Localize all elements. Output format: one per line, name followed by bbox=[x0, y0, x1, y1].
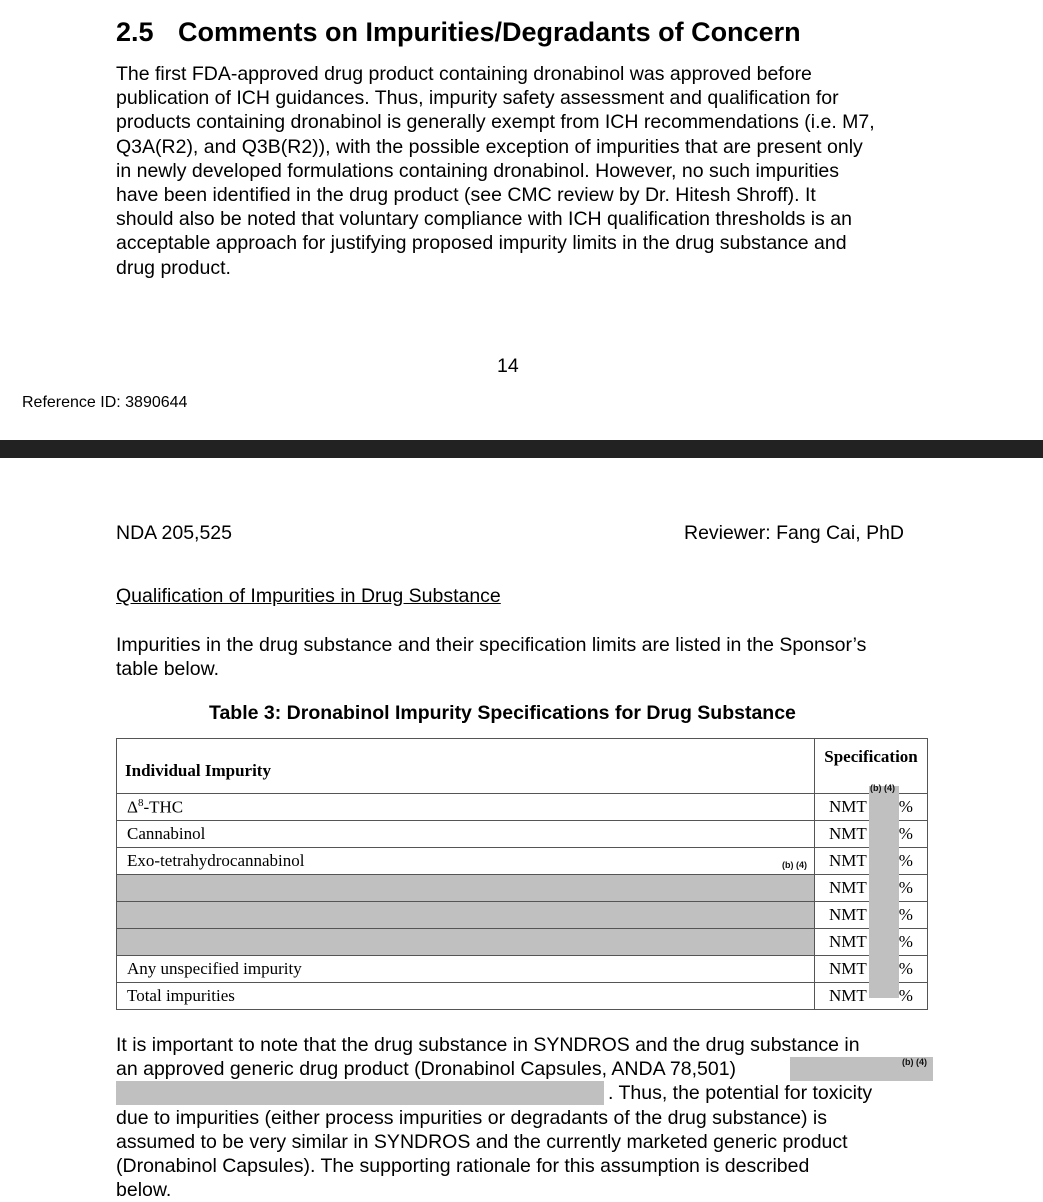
paragraph-line: It is important to note that the drug substance in SYNDROS and the drug substance in bbox=[116, 1034, 860, 1056]
paragraph-line: assumed to be very similar in SYNDROS and the currently marketed generic product bbox=[116, 1130, 848, 1153]
paragraph-line: (Dronabinol Capsules). The supporting rationale for this assumption is described bbox=[116, 1155, 810, 1178]
spec-redaction bbox=[869, 786, 899, 998]
table-row bbox=[117, 875, 928, 902]
paragraph-line: due to impurities (either process impurities or degradants of the drug substance) is bbox=[116, 1106, 828, 1129]
text-redaction bbox=[116, 1081, 604, 1105]
section-number: 2.5 bbox=[116, 17, 154, 47]
impurity-name: Exo-tetrahydrocannabinol bbox=[117, 848, 815, 875]
redacted-name bbox=[117, 902, 815, 929]
reference-id: Reference ID: 3890644 bbox=[22, 394, 188, 411]
impurity-name bbox=[117, 794, 815, 821]
subheading: Qualification of Impurities in Drug Substance bbox=[116, 585, 501, 607]
redaction-code: (b) (4) bbox=[902, 1057, 927, 1067]
impurity-name: Any unspecified impurity bbox=[117, 956, 815, 983]
spec-cell: NMT % bbox=[815, 794, 928, 821]
spec-cell: NMT % bbox=[815, 983, 928, 1010]
intro-paragraph bbox=[116, 633, 946, 681]
paragraph-line: Impurities in the drug substance and their specification limits are listed in the Sponsor’s bbox=[116, 634, 867, 656]
spec-cell: NMT % bbox=[815, 902, 928, 929]
spec-cell: NMT % bbox=[815, 875, 928, 902]
header-specification: Specification bbox=[815, 739, 928, 794]
paragraph-line: have been identified in the drug product (see CMC review by Dr. Hitesh Shroff). It bbox=[116, 184, 816, 207]
paragraph-line: publication of ICH guidances. Thus, impurity safety assessment and qualification for bbox=[116, 87, 839, 110]
paragraph-line: . Thus, the potential for toxicity bbox=[608, 1082, 873, 1105]
spec-cell: NMT % bbox=[815, 821, 928, 848]
delta-symbol: Δ bbox=[127, 797, 138, 817]
impurity-name: Cannabinol bbox=[117, 821, 815, 848]
paragraph-line: an approved generic drug product (Dronabinol Capsules, ANDA 78,501) bbox=[116, 1058, 737, 1081]
nda-number: NDA 205,525 bbox=[116, 522, 233, 544]
page-number: 14 bbox=[497, 355, 519, 377]
top-paragraph bbox=[116, 62, 946, 280]
paragraph-line: table below. bbox=[116, 658, 219, 681]
redacted-name bbox=[117, 875, 815, 902]
paragraph-line: The first FDA-approved drug product containing dronabinol was approved before bbox=[116, 63, 812, 85]
paragraph-line: acceptable approach for justifying proposed impurity limits in the drug substance and bbox=[116, 232, 847, 255]
paragraph-line: Q3A(R2), and Q3B(R2)), with the possible exception of impurities that are present only bbox=[116, 135, 863, 158]
paragraph-line: drug product. bbox=[116, 256, 231, 279]
table-header-row bbox=[117, 739, 928, 794]
paragraph-line: products containing dronabinol is generally exempt from ICH recommendations (i.e. M7, bbox=[116, 111, 875, 134]
paragraph-line: below. bbox=[116, 1179, 172, 1202]
table-row bbox=[117, 983, 928, 1010]
paragraph-line: should also be noted that voluntary compliance with ICH qualification thresholds is an bbox=[116, 208, 853, 231]
spec-cell: NMT % bbox=[815, 929, 928, 956]
superscript: 8 bbox=[137, 796, 144, 809]
reviewer-name: Reviewer: Fang Cai, PhD bbox=[684, 522, 905, 544]
spec-cell: NMT % bbox=[815, 956, 928, 983]
redaction-code: (b) (4) bbox=[870, 783, 895, 793]
table-row bbox=[117, 794, 928, 821]
impurity-name: Total impurities bbox=[117, 983, 815, 1010]
header-impurity: Individual Impurity bbox=[117, 739, 815, 794]
paragraph-line: in newly developed formulations containing dronabinol. However, no such impurities bbox=[116, 159, 839, 182]
table-row bbox=[117, 956, 928, 983]
page-divider bbox=[0, 440, 1043, 458]
impurity-suffix: -THC bbox=[143, 797, 184, 817]
table-row bbox=[117, 929, 928, 956]
section-title: Comments on Impurities/Degradants of Concern bbox=[178, 17, 801, 47]
redaction-code: (b) (4) bbox=[782, 860, 807, 870]
spec-cell: NMT % bbox=[815, 848, 928, 875]
impurity-spec-table bbox=[116, 738, 928, 1010]
table-row bbox=[117, 821, 928, 848]
table-row bbox=[117, 902, 928, 929]
section-heading bbox=[116, 17, 801, 48]
redacted-name bbox=[117, 929, 815, 956]
table-caption: Table 3: Dronabinol Impurity Specifications for Drug Substance bbox=[209, 702, 796, 724]
